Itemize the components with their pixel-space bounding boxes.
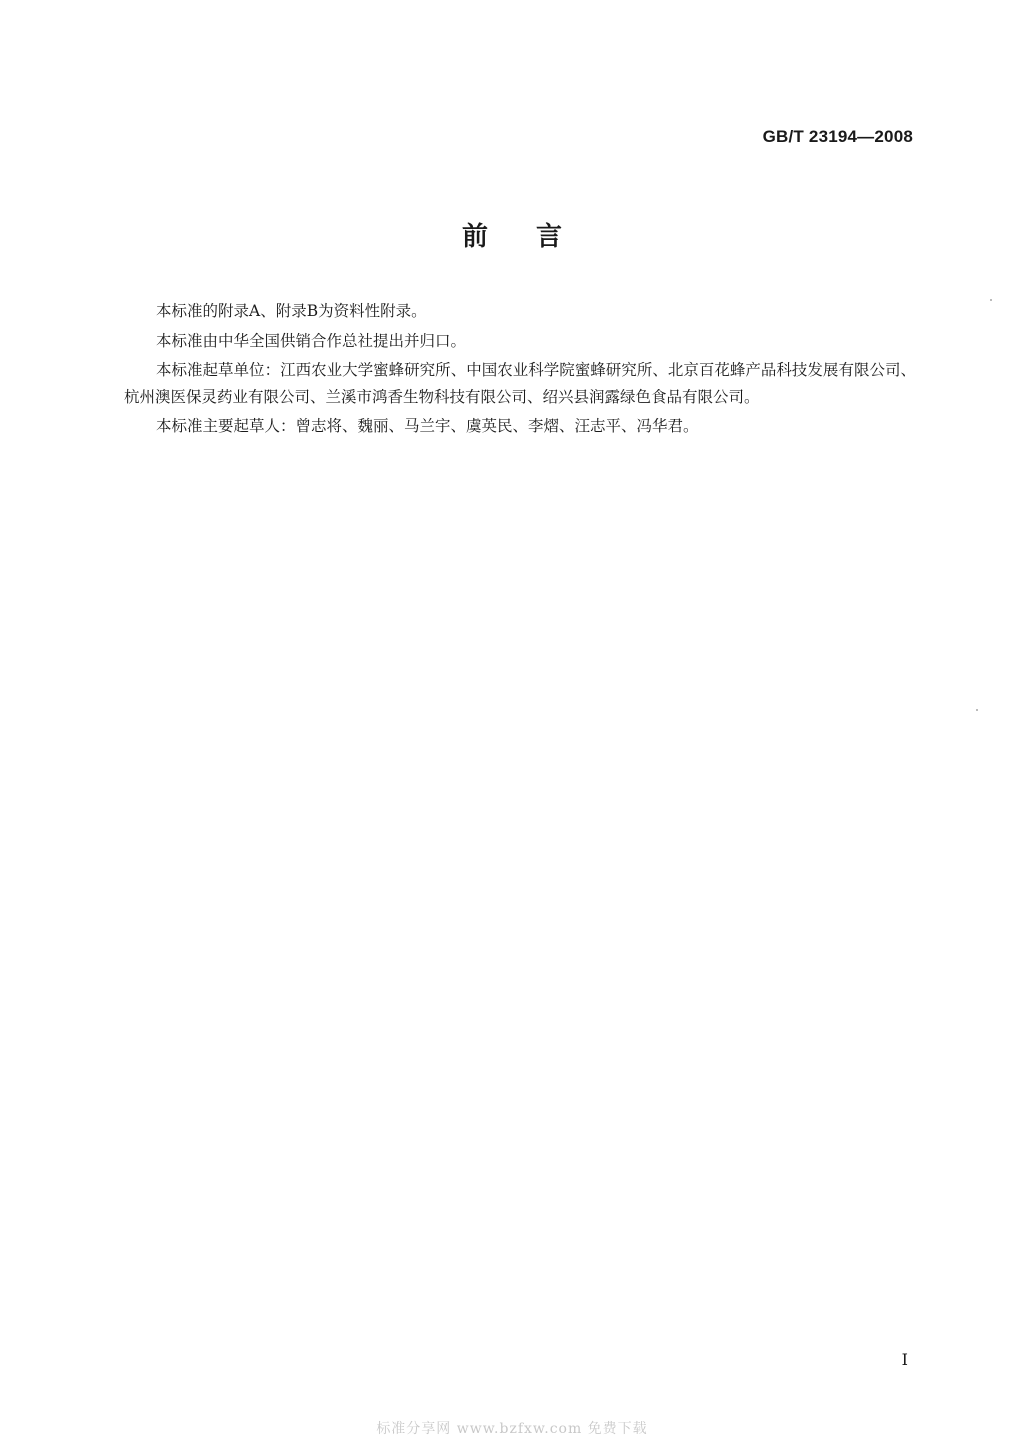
paragraph-drafting-units: 本标准起草单位：江西农业大学蜜蜂研究所、中国农业科学院蜜蜂研究所、北京百花蜂产品科技发展有限公司、杭州澳医保灵药业有限公司、兰溪市鸿香生物科技有限公司、绍兴县润露绿色食品有限公司。 (124, 361, 916, 406)
standard-code: GB/T 23194—2008 (762, 127, 913, 146)
page-number: I (901, 1350, 908, 1369)
paragraph-appendix: 本标准的附录A、附录B为资料性附录。 (156, 302, 427, 320)
paragraph-proposer: 本标准由中华全国供销合作总社提出并归口。 (156, 331, 467, 350)
scan-speck (976, 709, 978, 711)
scan-speck (990, 299, 992, 301)
watermark: 标准分享网 www.bzfxw.com 免费下载 (376, 1421, 648, 1437)
foreword-body (124, 298, 916, 443)
page-title: 前言 (461, 222, 610, 252)
paragraph-drafters: 本标准主要起草人：曾志将、魏丽、马兰宇、虞英民、李熠、汪志平、冯华君。 (156, 417, 699, 435)
